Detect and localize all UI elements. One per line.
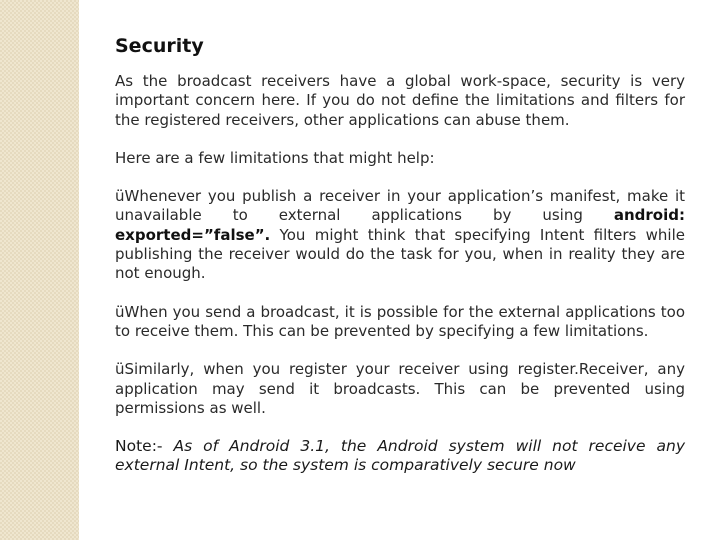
bullet-text-after: You might think that specifying Intent filters while publishing the receiver would do the task for you, when in reality they are not enough. xyxy=(115,225,685,283)
note-paragraph xyxy=(115,437,685,476)
check-mark-icon: ü xyxy=(115,302,125,321)
bullet-text-before: Whenever you publish a receiver in your application’s manifest, make it unavailable to external applications by using xyxy=(115,187,685,225)
code-exported-false: android: exported=”false”. xyxy=(115,206,685,244)
decorative-side-stripe xyxy=(0,0,79,540)
page-title: Security xyxy=(115,35,204,57)
note-text: As of Android 3.1, the Android system will not receive any external Intent, so the system is comparatively secure now xyxy=(115,437,685,475)
bullet-item-manifest xyxy=(115,187,685,283)
note-label: Note:- xyxy=(115,437,174,456)
lead-paragraph: Here are a few limitations that might help: xyxy=(115,148,435,167)
bullet-text: When you send a broadcast, it is possible for the external applications too to receive them. This can be prevented by specifying a few limitations. xyxy=(115,302,685,340)
bullet-text: Similarly, when you register your receiver using register.Receiver, any application may send it broadcasts. This can be prevented using permissions as well. xyxy=(115,360,685,417)
check-mark-icon: ü xyxy=(115,187,125,206)
bullet-item-broadcast xyxy=(115,303,685,342)
bullet-item-register xyxy=(115,360,685,418)
slide-content xyxy=(115,34,685,476)
check-mark-icon: ü xyxy=(115,360,125,379)
intro-paragraph: As the broadcast receivers have a global work-space, security is very important concern here. If you do not define the limitations and filters for the registered receivers, other applications can abuse them. xyxy=(115,72,685,129)
